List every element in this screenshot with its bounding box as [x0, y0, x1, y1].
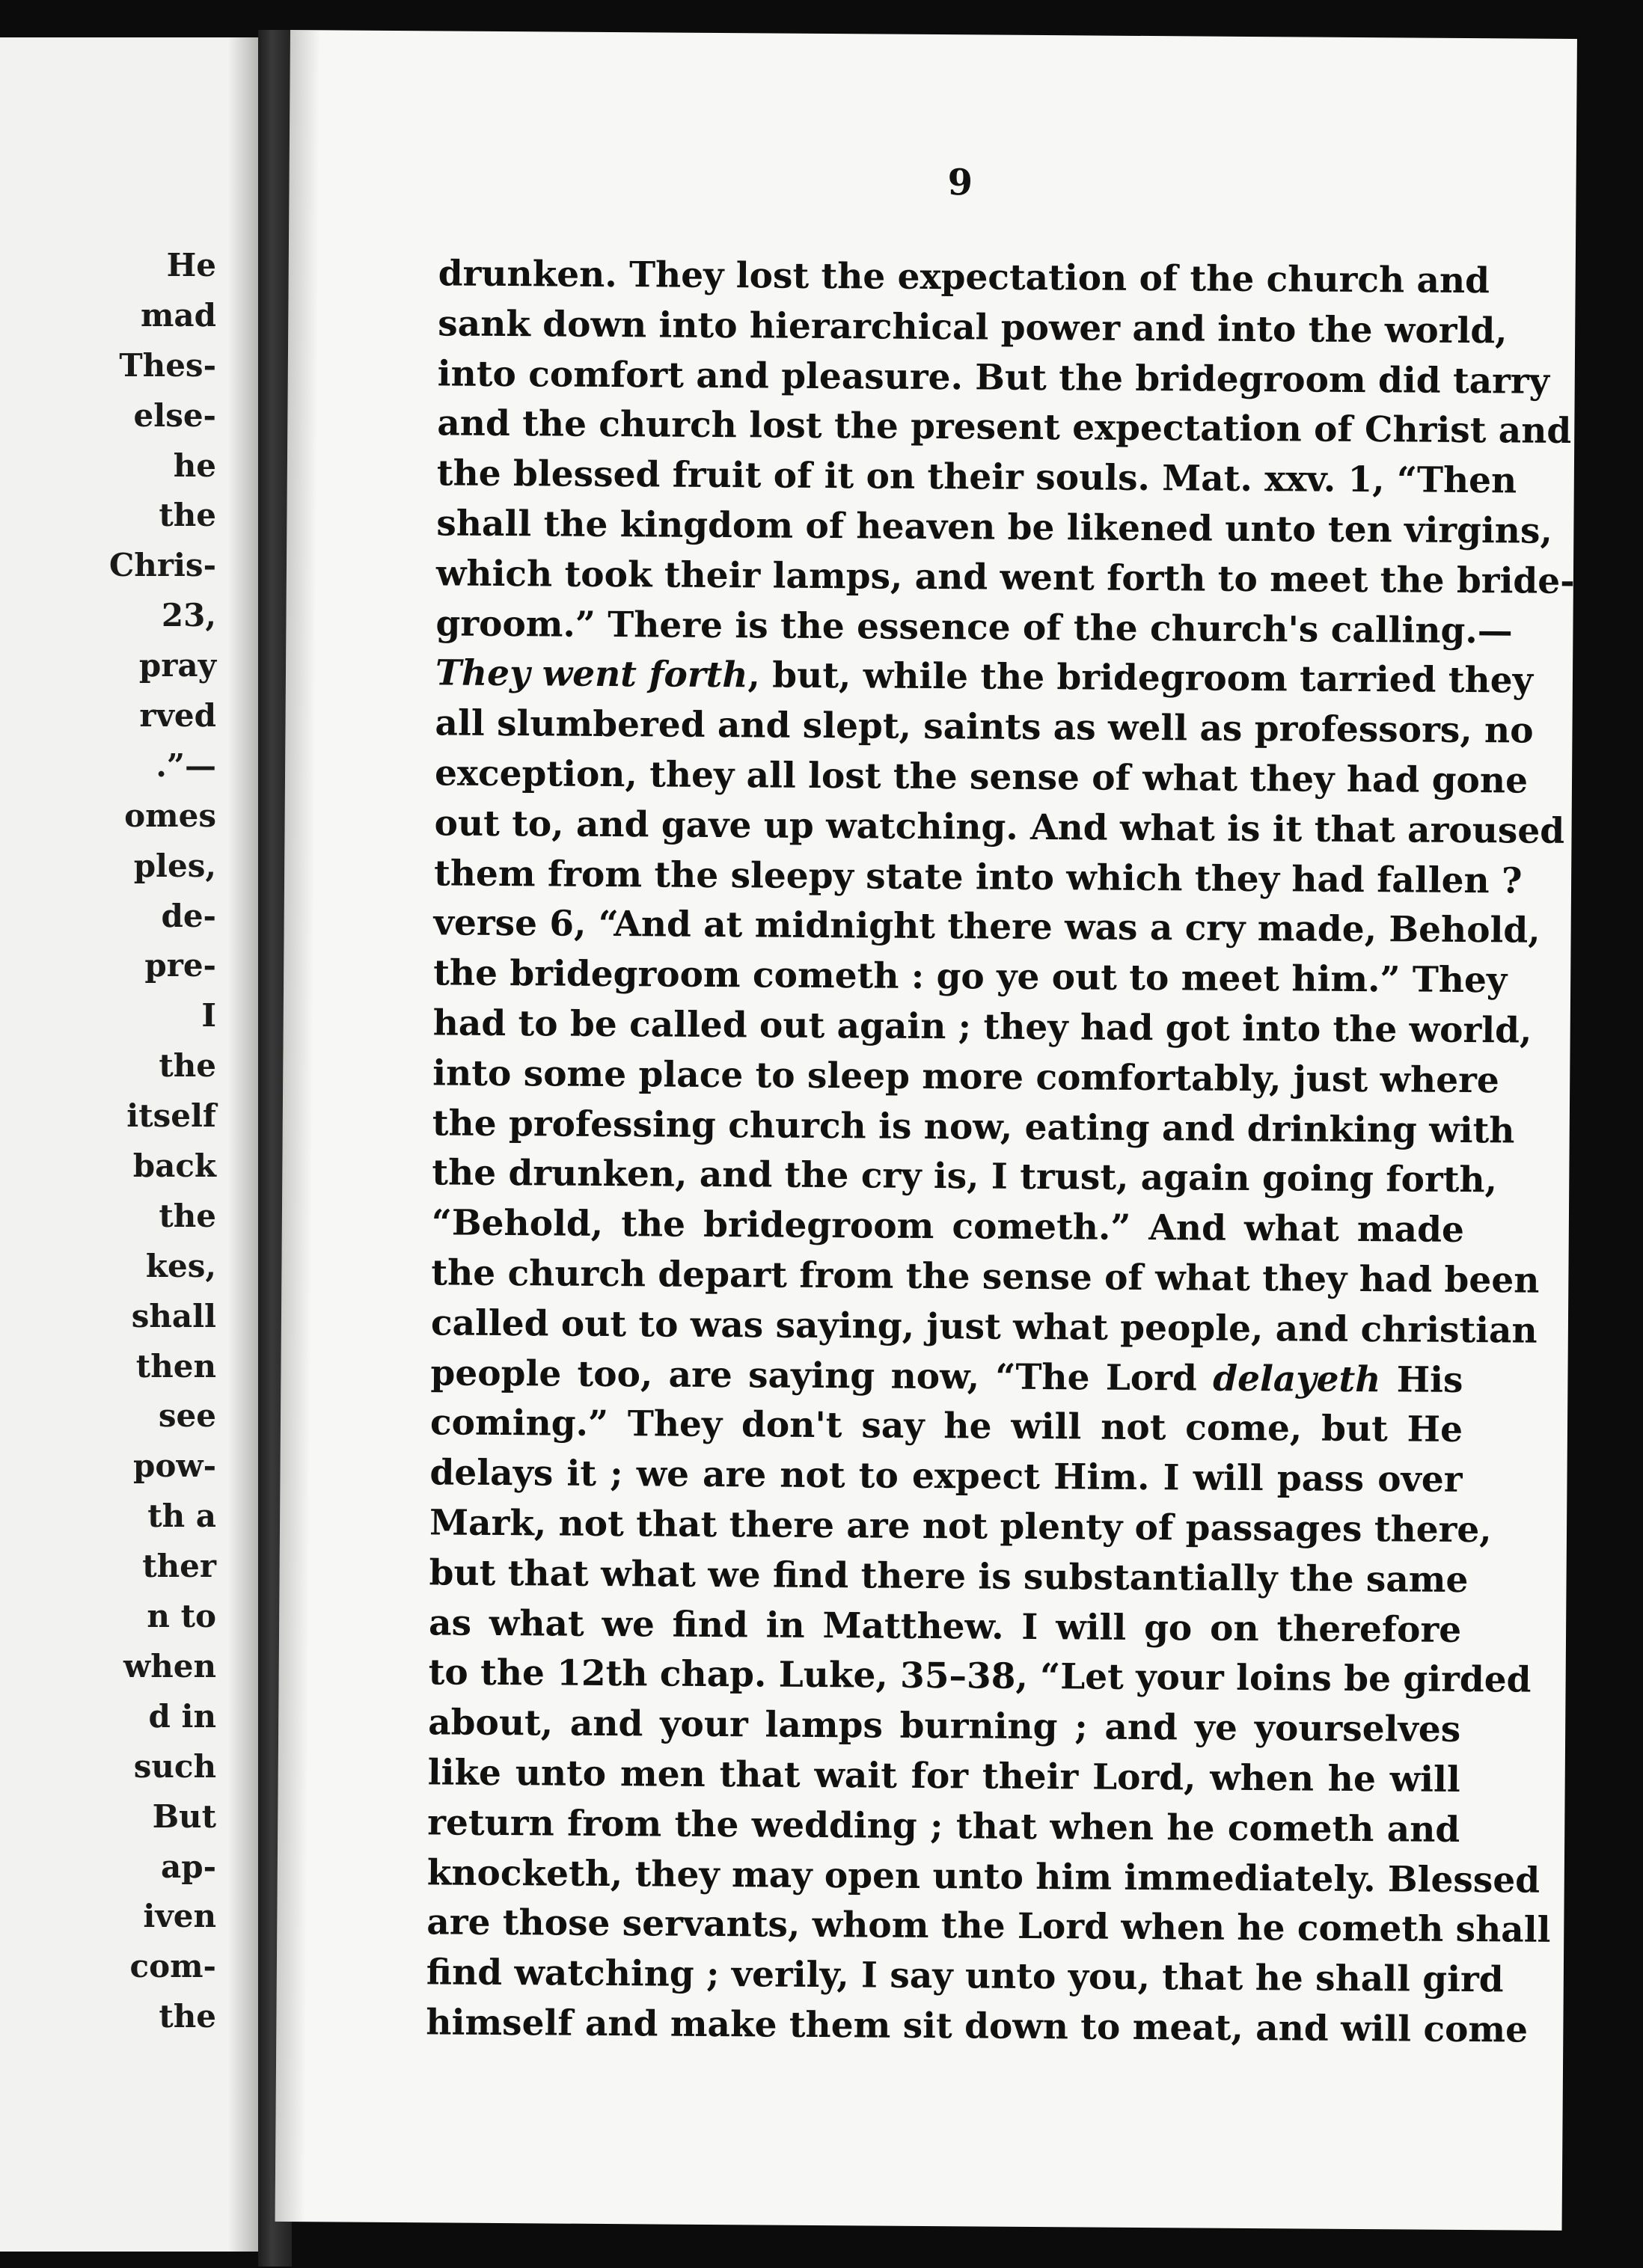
- left-line-fragment: shall: [131, 1297, 216, 1334]
- left-line-fragment: 23,: [161, 597, 216, 634]
- text-line: into comfort and pleasure. But the bridegroom did tarry: [437, 352, 1550, 402]
- text-line: them from the sleepy state into which they had fallen ?: [433, 852, 1523, 902]
- left-line-fragment: com-: [129, 1948, 216, 1985]
- text-line: They went forth, but, while the bridegroom tarried they: [435, 652, 1534, 702]
- text-line: but that what we find there is substantially the same: [429, 1552, 1469, 1601]
- left-page-text: [0, 241, 216, 2042]
- left-page: [0, 37, 258, 2252]
- left-line-fragment: then: [135, 1347, 216, 1385]
- left-line-fragment: back: [132, 1147, 216, 1185]
- text-line: about, and your lamps burning ; and ye yourselves: [428, 1702, 1461, 1751]
- text-line: sank down into hierarchical power and into the world,: [438, 303, 1508, 352]
- left-line-fragment: ples,: [133, 847, 216, 884]
- text-line: Mark, not that there are not plenty of passages there,: [429, 1502, 1492, 1551]
- text-line: as what we find in Matthew. I will go on therefore: [428, 1602, 1462, 1651]
- left-line-fragment: n to: [147, 1598, 216, 1635]
- left-line-fragment: pow-: [133, 1447, 216, 1485]
- left-line-fragment: But: [152, 1797, 216, 1835]
- left-line-fragment: pray: [138, 647, 216, 684]
- text-line: people too, are saying now, “The Lord delayeth His: [430, 1352, 1463, 1401]
- text-line: the drunken, and the cry is, I trust, again going forth,: [432, 1152, 1498, 1201]
- text-line: which took their lamps, and went forth to meet the bride-: [435, 553, 1575, 602]
- text-line: out to, and gave up watching. And what is it that aroused: [434, 803, 1565, 852]
- text-line: delays it ; we are not to expect Him. I will pass over: [429, 1452, 1463, 1501]
- scan-background: [1577, 60, 1643, 2268]
- text-line: “Behold, the bridegroom cometh.” And what made: [431, 1202, 1465, 1251]
- body-text: [426, 249, 1575, 2055]
- left-line-fragment: the: [159, 497, 216, 534]
- left-line-fragment: th a: [147, 1498, 216, 1535]
- text-line: all slumbered and slept, saints as well as professors, no: [435, 702, 1534, 752]
- text-line: drunken. They lost the expectation of the church and: [438, 253, 1490, 302]
- text-line: the professing church is now, eating and drinking with: [432, 1102, 1515, 1152]
- right-page: [275, 30, 1577, 2231]
- text-line: into some place to sleep more comfortably, just where: [432, 1052, 1499, 1102]
- left-line-fragment: omes: [124, 797, 216, 834]
- left-line-fragment: ther: [142, 1548, 216, 1585]
- left-line-fragment: ap-: [160, 1848, 216, 1885]
- left-line-fragment: kes,: [145, 1247, 216, 1284]
- text-line: find watching ; verily, I say unto you, that he shall gird: [426, 1952, 1504, 2001]
- text-line: the bridegroom cometh : go ye out to meet him.” They: [433, 952, 1508, 1002]
- left-line-fragment: when: [123, 1647, 216, 1685]
- text-line: shall the kingdom of heaven be likened unto ten virgins,: [436, 503, 1552, 552]
- text-line: groom.” There is the essence of the church's calling.—: [435, 602, 1513, 652]
- left-line-fragment: d in: [148, 1697, 216, 1735]
- left-line-fragment: Chris-: [108, 547, 216, 584]
- text-line: called out to was saying, just what people, and christian: [430, 1302, 1538, 1352]
- left-line-fragment: He: [166, 247, 216, 284]
- text-line: exception, they all lost the sense of what they had gone: [434, 753, 1529, 802]
- left-line-fragment: .”—: [156, 747, 216, 784]
- left-line-fragment: see: [158, 1397, 216, 1435]
- text-line: like unto men that wait for their Lord, when he will: [427, 1752, 1460, 1800]
- text-line: return from the wedding ; that when he cometh and: [427, 1802, 1460, 1851]
- left-line-fragment: the: [159, 1047, 216, 1085]
- left-line-fragment: de-: [161, 897, 216, 934]
- text-line: himself and make them sit down to meat, and will come: [426, 2002, 1529, 2051]
- left-line-fragment: I: [201, 997, 216, 1035]
- page-number: 9: [947, 162, 973, 204]
- binding-shadow: [228, 37, 258, 2252]
- left-line-fragment: pre-: [144, 947, 216, 984]
- text-line: verse 6, “And at midnight there was a cry made, Behold,: [433, 902, 1540, 952]
- left-line-fragment: the: [159, 1197, 216, 1234]
- left-line-fragment: mad: [140, 296, 216, 334]
- left-line-fragment: such: [133, 1747, 216, 1785]
- text-line: the blessed fruit of it on their souls. Mat. xxv. 1, “Then: [436, 453, 1517, 502]
- left-line-fragment: the: [159, 1998, 216, 2035]
- text-line: and the church lost the present expectation of Christ and: [437, 402, 1572, 453]
- text-line: are those servants, whom the Lord when he cometh shall: [426, 1901, 1551, 1952]
- text-line: had to be called out again ; they had got into the world,: [432, 1002, 1532, 1052]
- left-line-fragment: Thes-: [119, 346, 216, 384]
- text-line: to the 12th chap. Luke, 35–38, “Let your loins be girded: [428, 1652, 1532, 1701]
- text-line: knocketh, they may open unto him immediately. Blessed: [426, 1851, 1540, 1901]
- left-line-fragment: he: [173, 447, 216, 484]
- left-line-fragment: iven: [143, 1898, 216, 1935]
- left-line-fragment: else-: [133, 396, 216, 434]
- text-line: coming.” They don't say he will not come, but He: [429, 1402, 1463, 1451]
- left-line-fragment: itself: [126, 1097, 216, 1135]
- text-line: the church depart from the sense of what they had been: [431, 1252, 1540, 1302]
- left-line-fragment: rved: [139, 697, 216, 735]
